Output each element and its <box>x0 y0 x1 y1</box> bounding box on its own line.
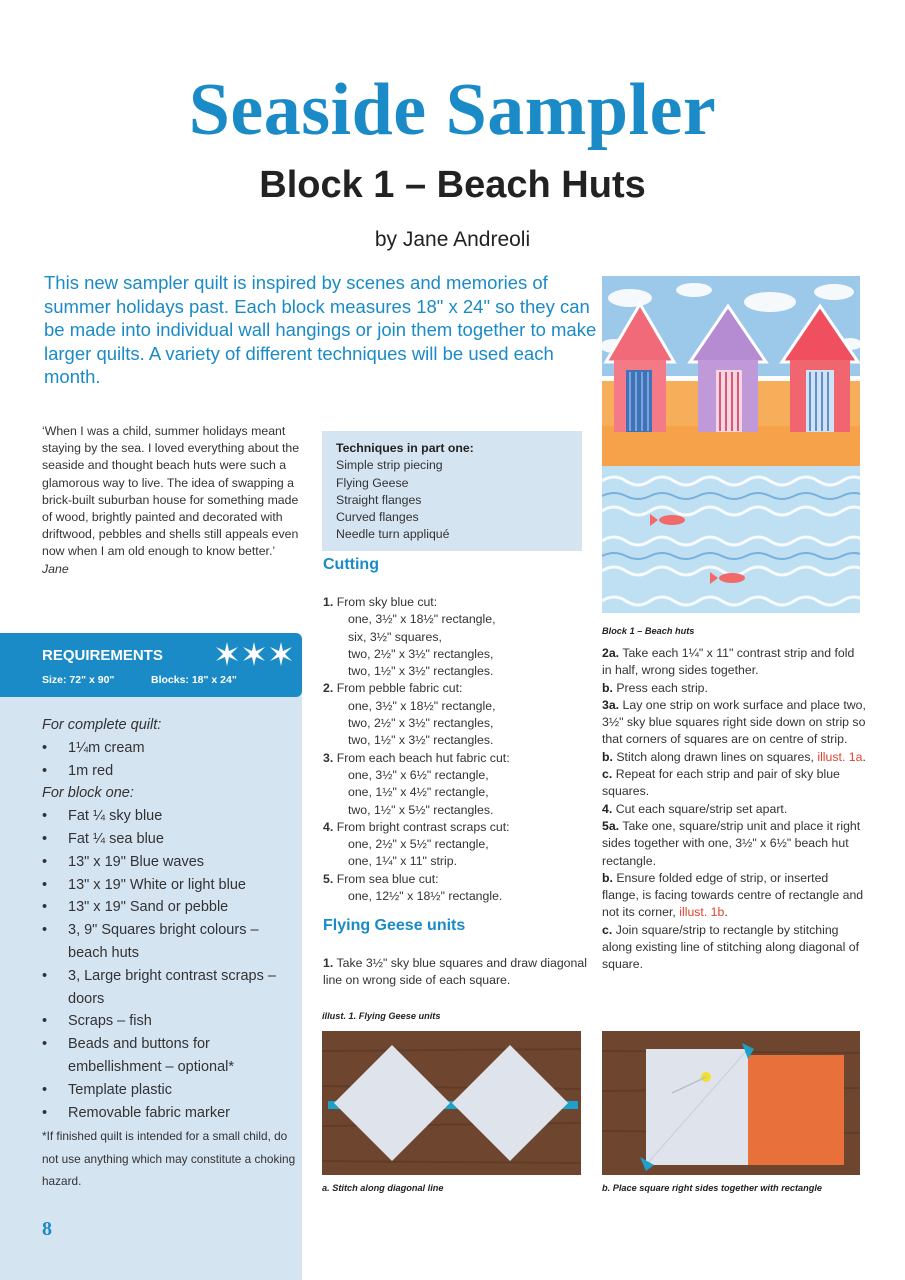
cut-line: two, 1½" x 3½" rectangles. <box>348 664 494 679</box>
cut-step-number: 2. <box>323 681 334 696</box>
list-item: • Scraps – fish <box>42 1010 297 1033</box>
flying-geese-step <box>323 955 593 990</box>
list-item: • Removable fabric marker <box>42 1102 297 1125</box>
cut-line: one, 1¼" x 11" strip. <box>348 854 457 869</box>
step: b. Stitch along drawn lines on squares, illust. 1a. <box>602 749 866 764</box>
list-item: • 13" x 19" White or light blue <box>42 874 297 897</box>
requirements-size: Size: 72" x 90" <box>42 674 115 686</box>
quilt-label: For complete quilt: <box>42 717 162 733</box>
fg-step-text: Take 3½" sky blue squares and draw diagonal line on wrong side of each square. <box>323 956 587 988</box>
cut-group-label: 2. From pebble fabric cut: <box>323 681 463 696</box>
cut-line: one, 12½" x 18½" rectangle. <box>348 889 503 904</box>
list-item: • 13" x 19" Blue waves <box>42 851 297 874</box>
cut-group-label: 1. From sky blue cut: <box>323 595 438 609</box>
cut-line: six, 3½" squares, <box>348 629 442 644</box>
step: 4. Cut each square/strip set apart. <box>602 801 788 816</box>
cut-line: one, 2½" x 5½" rectangle, <box>348 837 489 852</box>
cut-line: two, 2½" x 3½" rectangles, <box>348 716 494 731</box>
techniques-box <box>322 431 582 551</box>
cut-step-number: 3. <box>323 750 334 765</box>
list-item: • 13" x 19" Sand or pebble <box>42 896 297 919</box>
list-item: • 3, 9" Squares bright colours – beach huts <box>42 919 297 965</box>
technique-item: Straight flanges <box>336 492 422 507</box>
byline: by Jane Andreoli <box>374 228 531 251</box>
steps-instructions <box>602 645 867 974</box>
beach-huts-photo <box>602 276 860 613</box>
step: 2a. Take each 1¼" x 11" contrast strip and fold in half, wrong sides together. <box>602 646 855 678</box>
cut-line: two, 1½" x 3½" rectangles. <box>348 733 494 748</box>
cut-step-number: 5. <box>323 871 334 886</box>
square-rectangle-photo <box>602 1031 860 1175</box>
list-item: • Fat ¼ sea blue <box>42 828 297 851</box>
cut-line: two, 2½" x 3½" rectangles, <box>348 646 494 661</box>
step: 5a. Take one, square/strip unit and place it right sides together with one, 3½" x 6½" beach hut rectangle. <box>602 818 861 868</box>
technique-item: Simple strip piecing <box>336 458 443 473</box>
cut-group-label: 5. From sea blue cut: <box>323 871 439 886</box>
step: b. Ensure folded edge of strip, or inserted flange, is facing towards centre of rectangle and not its corner, illust. 1b. <box>602 870 864 920</box>
page-number: 8 <box>42 1218 52 1240</box>
cut-step-number: 1. <box>323 595 334 609</box>
page-subtitle: Block 1 – Beach Huts <box>259 164 646 206</box>
illustration-ref: illust. 1b <box>679 905 725 920</box>
illustration-ref: illust. 1a <box>817 749 863 764</box>
cutting-instructions <box>323 594 593 905</box>
cut-step-number: 4. <box>323 819 334 834</box>
main-photo-caption: Block 1 – Beach huts <box>602 626 695 636</box>
cut-line: one, 3½" x 18½" rectangle, <box>348 612 496 627</box>
list-item: • 1m red <box>42 760 297 783</box>
cut-line: one, 3½" x 6½" rectangle, <box>348 767 489 782</box>
technique-item: Flying Geese <box>336 475 409 490</box>
cut-group-label: 3. From each beach hut fabric cut: <box>323 750 510 765</box>
fg-step-number: 1. <box>323 956 334 970</box>
intro-paragraph: This new sampler quilt is inspired by scenes and memories of summer holidays past. Each block measures 18" x 24" so they can be made into individual wall hangings or join them together to make larger quilts. A variety of different techniques will be used each month. <box>44 272 597 387</box>
quote-text: ‘When I was a child, summer holidays meant staying by the sea. I loved everything about the seaside and thought beach huts were such a glamorous way to live. The idea of swapping a brick-built suburban house for something made of wood, brightly painted and decorated with driftwood, pebbles and shells still appeals even now when I am old enough to know better.’ <box>42 424 300 559</box>
quote-signature: Jane <box>42 561 69 576</box>
cut-group-label: 4. From bright contrast scraps cut: <box>323 819 510 834</box>
author-quote <box>42 423 300 578</box>
cut-line: one, 3½" x 18½" rectangle, <box>348 698 496 713</box>
photo-a-caption: a. Stitch along diagonal line <box>322 1183 444 1193</box>
step: 3a. Lay one strip on work surface and place two, 3½" sky blue squares right side down on strip so that corners of squares are on centre of strip. <box>602 697 866 747</box>
list-item: • 3, Large bright contrast scraps – doors <box>42 965 297 1011</box>
list-item: • Beads and buttons for embellishment – optional* <box>42 1033 297 1079</box>
techniques-heading: Techniques in part one: <box>336 441 474 455</box>
step: b. Press each strip. <box>602 680 708 695</box>
photo-b-caption: b. Place square right sides together with rectangle <box>602 1183 823 1193</box>
requirements-list <box>42 714 297 1193</box>
technique-item: Needle turn appliqué <box>336 527 450 542</box>
requirements-header <box>0 633 302 697</box>
list-item: • Template plastic <box>42 1079 297 1102</box>
illustration-caption: illust. 1. Flying Geese units <box>322 1011 441 1021</box>
technique-item: Curved flanges <box>336 510 419 525</box>
cutting-heading: Cutting <box>323 556 379 573</box>
requirements-title: REQUIREMENTS <box>42 647 163 664</box>
requirements-blocks: Blocks: 18" x 24" <box>151 674 237 686</box>
list-item: • Fat ¼ sky blue <box>42 805 297 828</box>
block-label: For block one: <box>42 785 134 802</box>
flying-geese-heading: Flying Geese units <box>323 917 466 934</box>
page-title: Seaside Sampler <box>188 69 717 151</box>
cut-line: two, 1½" x 5½" rectangles. <box>348 802 494 817</box>
stitch-diagonal-photo <box>322 1031 581 1175</box>
star-rating-icon <box>214 641 294 667</box>
list-item: • 1¼m cream <box>42 737 297 760</box>
cut-line: one, 1½" x 4½" rectangle, <box>348 785 489 800</box>
step: c. Repeat for each strip and pair of sky blue squares. <box>602 767 840 799</box>
step: c. Join square/strip to rectangle by stitching along existing line of stitching along diagonal of square. <box>602 922 860 972</box>
requirements-note: *If finished quilt is intended for a small child, do not use anything which may constitute a choking hazard. <box>42 1129 296 1189</box>
